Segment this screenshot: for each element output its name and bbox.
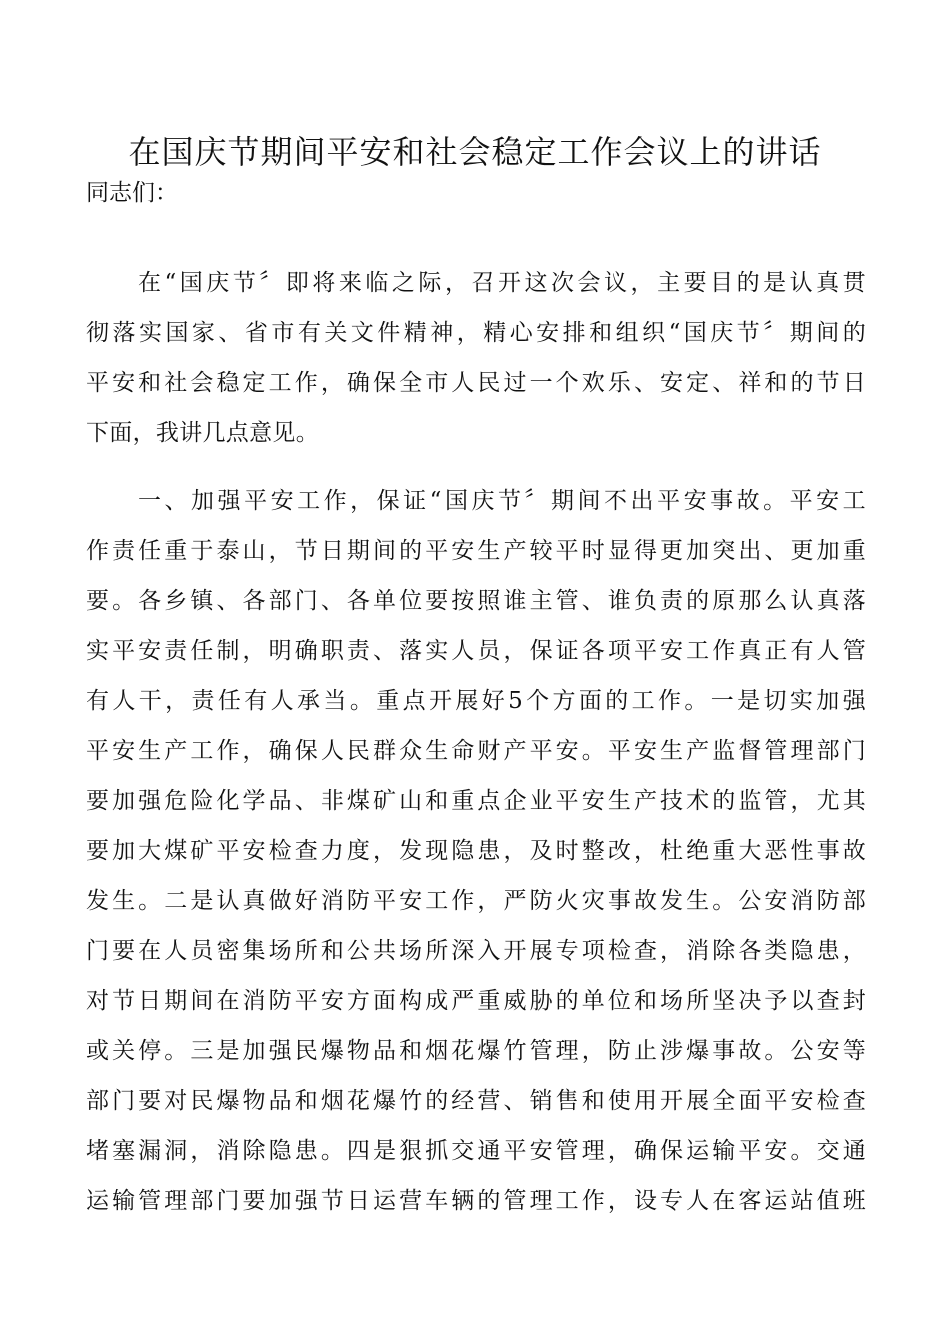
document-title: 在国庆节期间平安和社会稳定工作会议上的讲话 bbox=[128, 133, 822, 171]
paragraph-2-line: 要加强危险化学品、非煤矿山和重点企业平安生产技术的监管，尤其 bbox=[86, 788, 866, 814]
paragraph-2-line: 运输管理部门要加强节日运营车辆的管理工作，设专人在客运站值班 bbox=[86, 1188, 866, 1214]
paragraph-1-line: 平安和社会稳定工作，确保全市人民过一个欢乐、安定、祥和的节日 bbox=[86, 370, 866, 396]
paragraph-1-line: 彻落实国家、省市有关文件精神，精心安排和组织“国庆节〞期间的 bbox=[86, 320, 866, 346]
paragraph-2-line: 门要在人员密集场所和公共场所深入开展专项检查，消除各类隐患， bbox=[86, 938, 866, 964]
paragraph-2-line: 平安生产工作，确保人民群众生命财产平安。平安生产监督管理部门 bbox=[86, 738, 866, 764]
paragraph-2-line: 实平安责任制，明确职责、落实人员，保证各项平安工作真正有人管 bbox=[86, 638, 866, 664]
paragraph-2-line: 对节日期间在消防平安方面构成严重威胁的单位和场所坚决予以查封 bbox=[86, 988, 866, 1014]
paragraph-1-line: 下面，我讲几点意见。 bbox=[86, 420, 319, 446]
paragraph-2-line: 部门要对民爆物品和烟花爆竹的经营、销售和使用开展全面平安检查 bbox=[86, 1088, 866, 1114]
paragraph-2-line: 要加大煤矿平安检查力度，发现隐患，及时整改，杜绝重大恶性事故 bbox=[86, 838, 866, 864]
paragraph-2-line: 或关停。三是加强民爆物品和烟花爆竹管理，防止涉爆事故。公安等 bbox=[86, 1038, 866, 1064]
paragraph-2-line: 一、加强平安工作，保证“国庆节〞期间不出平安事故。平安工 bbox=[138, 488, 866, 514]
paragraph-2-line: 要。各乡镇、各部门、各单位要按照谁主管、谁负责的原那么认真落 bbox=[86, 588, 866, 614]
paragraph-1-line: 在“国庆节〞即将来临之际，召开这次会议，主要目的是认真贯 bbox=[138, 270, 866, 296]
paragraph-2-line: 堵塞漏洞，消除隐患。四是狠抓交通平安管理，确保运输平安。交通 bbox=[86, 1138, 866, 1164]
paragraph-2-line: 作责任重于泰山，节日期间的平安生产较平时显得更加突出、更加重 bbox=[86, 538, 866, 564]
paragraph-2-line: 有人干，责任有人承当。重点开展好5个方面的工作。一是切实加强 bbox=[86, 688, 866, 714]
salutation: 同志们： bbox=[86, 180, 178, 206]
paragraph-2-line: 发生。二是认真做好消防平安工作，严防火灾事故发生。公安消防部 bbox=[86, 888, 866, 914]
